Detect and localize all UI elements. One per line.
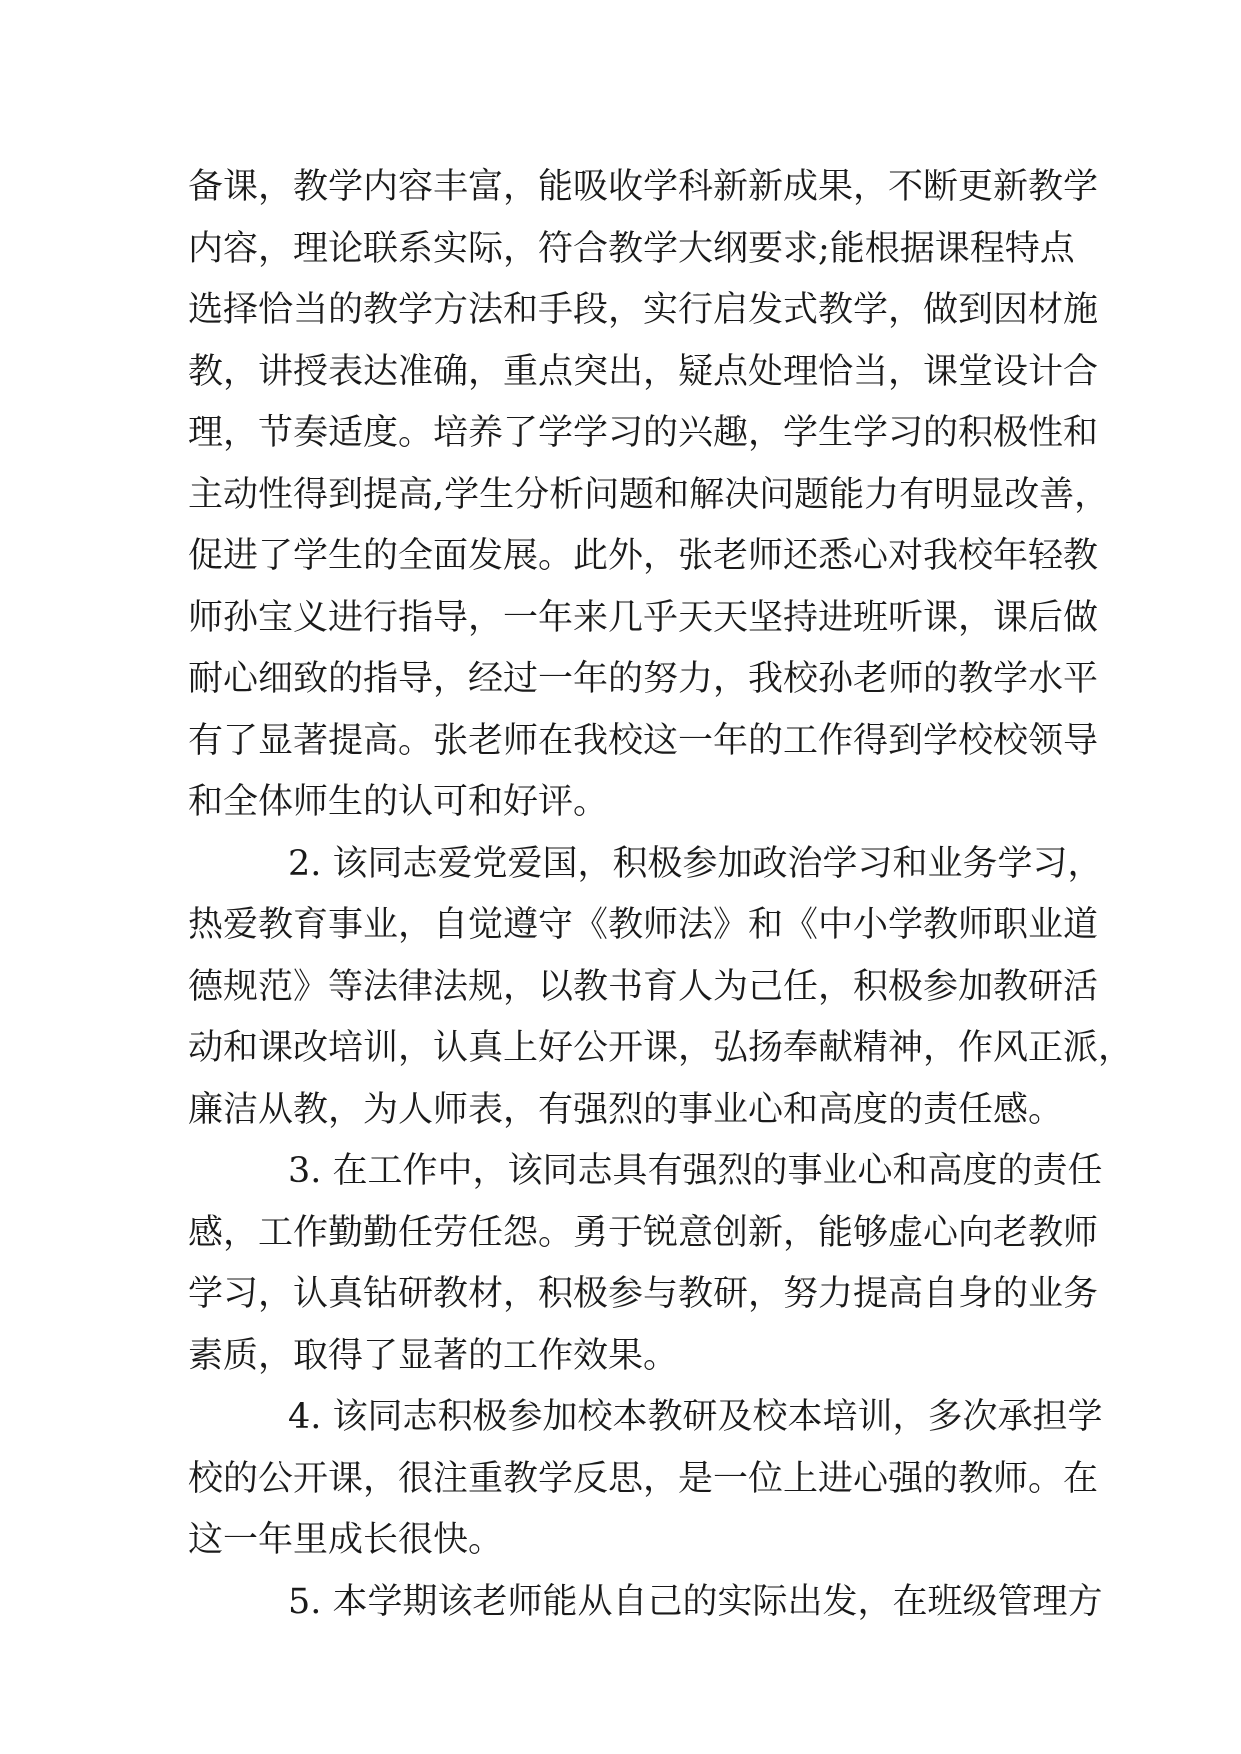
text-line: 促进了学生的全面发展。此外，张老师还悉心对我校年轻教	[188, 536, 1099, 576]
text-line: 廉洁从教，为人师表，有强烈的事业心和高度的责任感。	[188, 1089, 1064, 1130]
text-line: 2. 该同志爱党爱国，积极参加政治学习和业务学习，	[288, 843, 1103, 884]
text-line: 教，讲授表达准确，重点突出，疑点处理恰当，课堂设计合	[188, 351, 1099, 392]
text-line: 学习，认真钻研教材，积极参与教研，努力提高自身的业务	[188, 1274, 1099, 1314]
text-line: 校的公开课，很注重教学反思，是一位上进心强的教师。在	[188, 1458, 1099, 1499]
paragraph-p1	[188, 157, 1110, 834]
document-body	[188, 157, 1134, 1633]
text-line: 素质，取得了显著的工作效果。	[188, 1335, 679, 1376]
text-line: 热爱教育事业，自觉遵守《教师法》和《中小学教师职业道	[188, 905, 1099, 945]
text-line: 这一年里成长很快。	[188, 1520, 504, 1560]
text-line: 有了显著提高。张老师在我校这一年的工作得到学校校领导	[188, 720, 1099, 761]
text-line: 主动性得到提高,学生分析问题和解决问题能力有明显改善，	[188, 474, 1110, 515]
paragraph-p3	[188, 1141, 1103, 1387]
paragraph-p2	[188, 834, 1134, 1142]
text-line: 内容，理论联系实际，符合教学大纲要求;能根据课程特点	[188, 228, 1075, 269]
text-line: 4. 该同志积极参加校本教研及校本培训，多次承担学	[288, 1397, 1103, 1437]
paragraph-p4	[188, 1387, 1103, 1572]
text-line: 德规范》等法律法规，以教书育人为己任，积极参加教研活	[188, 966, 1099, 1007]
text-line: 动和课改培训，认真上好公开课，弘扬奉献精神，作风正派，	[188, 1028, 1134, 1068]
text-line: 理，节奏适度。培养了学学习的兴趣，学生学习的积极性和	[188, 413, 1099, 453]
text-line: 师孙宝义进行指导，一年来几乎天天坚持进班听课，课后做	[188, 597, 1099, 638]
paragraph-p5	[188, 1572, 1103, 1634]
text-line: 耐心细致的指导，经过一年的努力，我校孙老师的教学水平	[188, 659, 1099, 699]
text-line: 5. 本学期该老师能从自己的实际出发，在班级管理方	[288, 1581, 1103, 1622]
text-line: 选择恰当的教学方法和手段，实行启发式教学，做到因材施	[188, 290, 1099, 330]
text-line: 和全体师生的认可和好评。	[188, 782, 609, 822]
text-line: 备课，教学内容丰富，能吸收学科新新成果，不断更新教学	[188, 167, 1099, 207]
text-line: 3. 在工作中，该同志具有强烈的事业心和高度的责任	[288, 1151, 1103, 1191]
text-line: 感，工作勤勤任劳任怨。勇于锐意创新，能够虚心向老教师	[188, 1212, 1099, 1253]
